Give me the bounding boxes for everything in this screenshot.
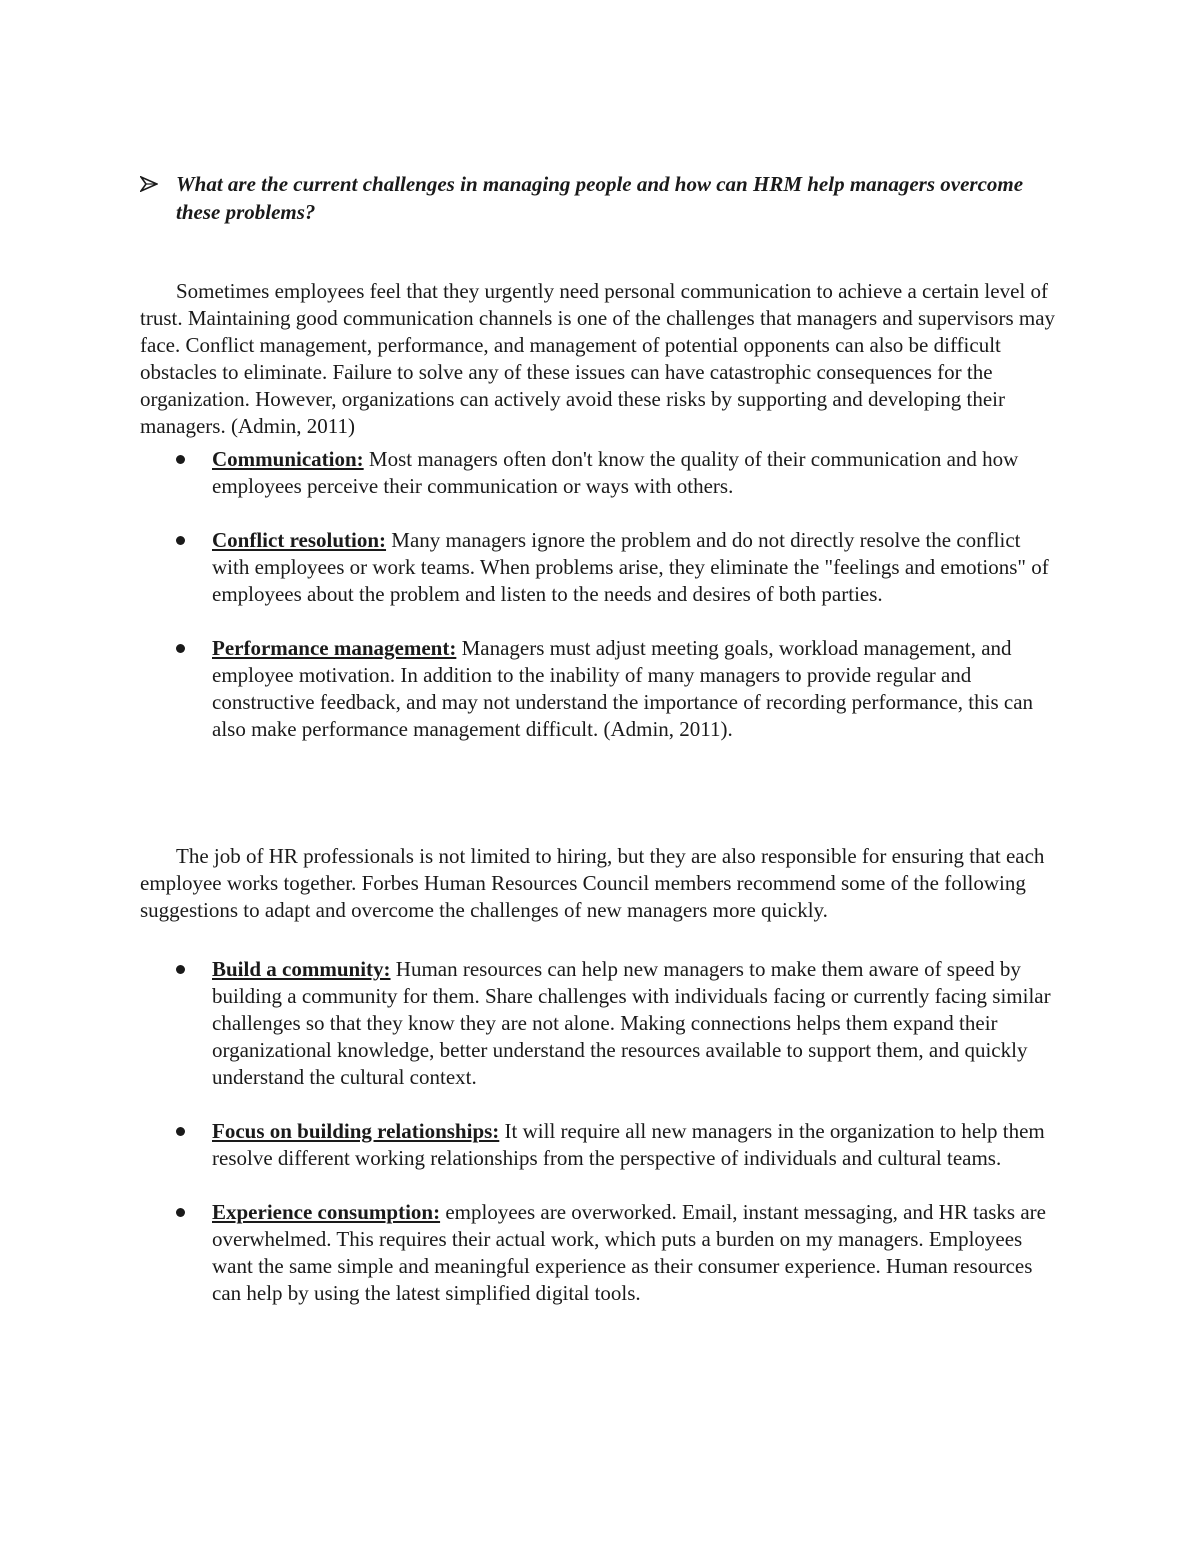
list-item-term: Conflict resolution: xyxy=(212,528,387,552)
bullet-dot-icon xyxy=(176,1208,185,1217)
suggestions-list xyxy=(140,956,1060,1334)
list-item-text: It will require all new managers in the organization to help them resolve different working relationships from the perspective of individuals and cultural teams. xyxy=(212,1119,1045,1170)
list-item xyxy=(140,527,1060,608)
list-item-term: Performance management: xyxy=(212,636,457,660)
list-item xyxy=(140,1118,1060,1172)
question-text: What are the current challenges in managing people and how can HRM help managers overcome these problems? xyxy=(176,172,1024,224)
intro-paragraph: Sometimes employees feel that they urgently need personal communication to achieve a certain level of trust. Maintaining good communication channels is one of the challenges that managers and supervisors may face. Conflict management, performance, and management of potential opponents can also be difficult obstacles to eliminate. Failure to solve any of these issues can have catastrophic consequences for the organization. However, organizations can actively avoid these risks by supporting and developing their managers. (Admin, 2011) xyxy=(140,279,1056,438)
list-item-text: employees are overworked. Email, instant messaging, and HR tasks are overwhelmed. This requires their actual work, which puts a burden on my managers. Employees want the same simple and meaningful experience as their consumer experience. Human resources can help by using the latest simplified digital tools. xyxy=(212,1200,1046,1305)
list-item xyxy=(140,956,1060,1091)
list-item xyxy=(140,446,1060,500)
bullet-dot-icon xyxy=(176,965,185,974)
list-item-text: Human resources can help new managers to make them aware of speed by building a community for them. Share challenges with individuals facing or currently facing similar challenges so that they know they are not alone. Making connections helps them expand their organizational knowledge, better understand the resources available to support them, and quickly understand the cultural context. xyxy=(212,957,1051,1089)
bullet-dot-icon xyxy=(176,455,185,464)
bullet-dot-icon xyxy=(176,1127,185,1136)
bullet-dot-icon xyxy=(176,536,185,545)
list-item xyxy=(140,1199,1060,1307)
bullet-dot-icon xyxy=(176,644,185,653)
list-item-term: Experience consumption: xyxy=(212,1200,441,1224)
question-heading xyxy=(140,170,1060,226)
list-item-text: Many managers ignore the problem and do not directly resolve the conflict with employees or work teams. When problems arise, they eliminate the "feelings and emotions" of employees about the problem and listen to the needs and desires of both parties. xyxy=(212,528,1049,606)
list-item-text: Managers must adjust meeting goals, workload management, and employee motivation. In addition to the inability of many managers to provide regular and constructive feedback, and may not understand the importance of recording performance, this can also make performance management difficult. (Admin, 2011). xyxy=(212,636,1034,741)
list-item xyxy=(140,635,1060,743)
hr-paragraph: The job of HR professionals is not limited to hiring, but they are also responsible for ensuring that each employee works together. Forbes Human Resources Council members recommend some of the following suggestions to adapt and overcome the challenges of new managers more quickly. xyxy=(140,844,1045,922)
list-item-text: Most managers often don't know the quality of their communication and how employees perceive their communication or ways with others. xyxy=(212,447,1019,498)
list-item-term: Build a community: xyxy=(212,957,391,981)
list-item-term: Communication: xyxy=(212,447,364,471)
arrow-bullet-icon xyxy=(140,170,176,197)
challenges-list xyxy=(140,446,1060,770)
list-item-term: Focus on building relationships: xyxy=(212,1119,500,1143)
